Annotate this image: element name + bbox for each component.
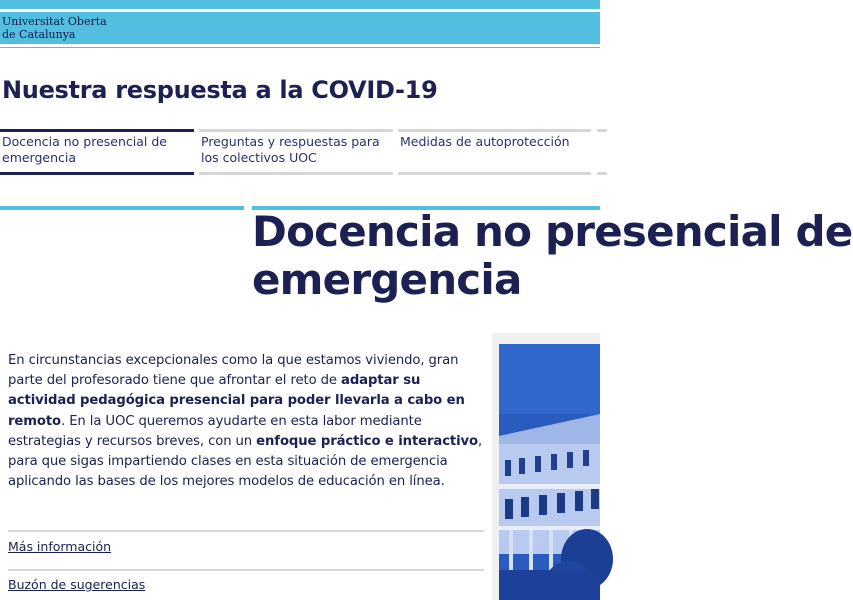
section-title-line: emergencia [252, 255, 522, 304]
building-photo [499, 344, 600, 600]
section-title [252, 208, 853, 304]
intro-text: . En la UOC queremos ayudarte en esta labor mediante estrategias y recursos breves, con un [8, 413, 422, 449]
divider [8, 569, 484, 571]
page-title: Nuestra respuesta a la COVID-19 [2, 76, 438, 104]
logo-line: de Catalunya [2, 28, 76, 41]
site-header [0, 0, 600, 48]
more-info-link[interactable]: Más información [8, 539, 112, 554]
tab-preguntas[interactable] [199, 129, 393, 175]
intro-bold: adaptar su actividad pedagógica presencial para poder llevarla a cabo en remoto [8, 373, 465, 429]
accent-line [0, 206, 244, 210]
intro-paragraph [8, 351, 488, 492]
logo-line: Universitat Oberta [2, 15, 107, 28]
divider [8, 530, 484, 532]
section-title-line: Docencia no presencial de [252, 207, 853, 256]
header-divider [0, 9, 600, 12]
tab-medidas[interactable] [398, 129, 591, 175]
tab-label: Preguntas y respuestas para los colectivos UOC [201, 134, 380, 165]
tab-docencia[interactable] [0, 129, 194, 175]
building-illustration [499, 344, 600, 600]
intro-text: , para que sigas impartiendo clases en esta situación de emergencia aplicando las bases de los mejores modelos de educación en línea. [8, 433, 483, 490]
suggestions-link[interactable]: Buzón de sugerencias [8, 577, 146, 592]
tab-label: Medidas de autoprotección [400, 134, 570, 149]
tab-overflow[interactable] [597, 129, 607, 175]
uoc-logo[interactable] [2, 15, 107, 41]
tab-label: Docencia no presencial de emergencia [2, 134, 167, 165]
header-divider [0, 44, 600, 47]
intro-bold: enfoque práctico e interactivo [256, 433, 479, 449]
intro-text: En circunstancias excepcionales como la que estamos viviendo, gran parte del profesorado tiene que afrontar el reto de [8, 353, 459, 389]
